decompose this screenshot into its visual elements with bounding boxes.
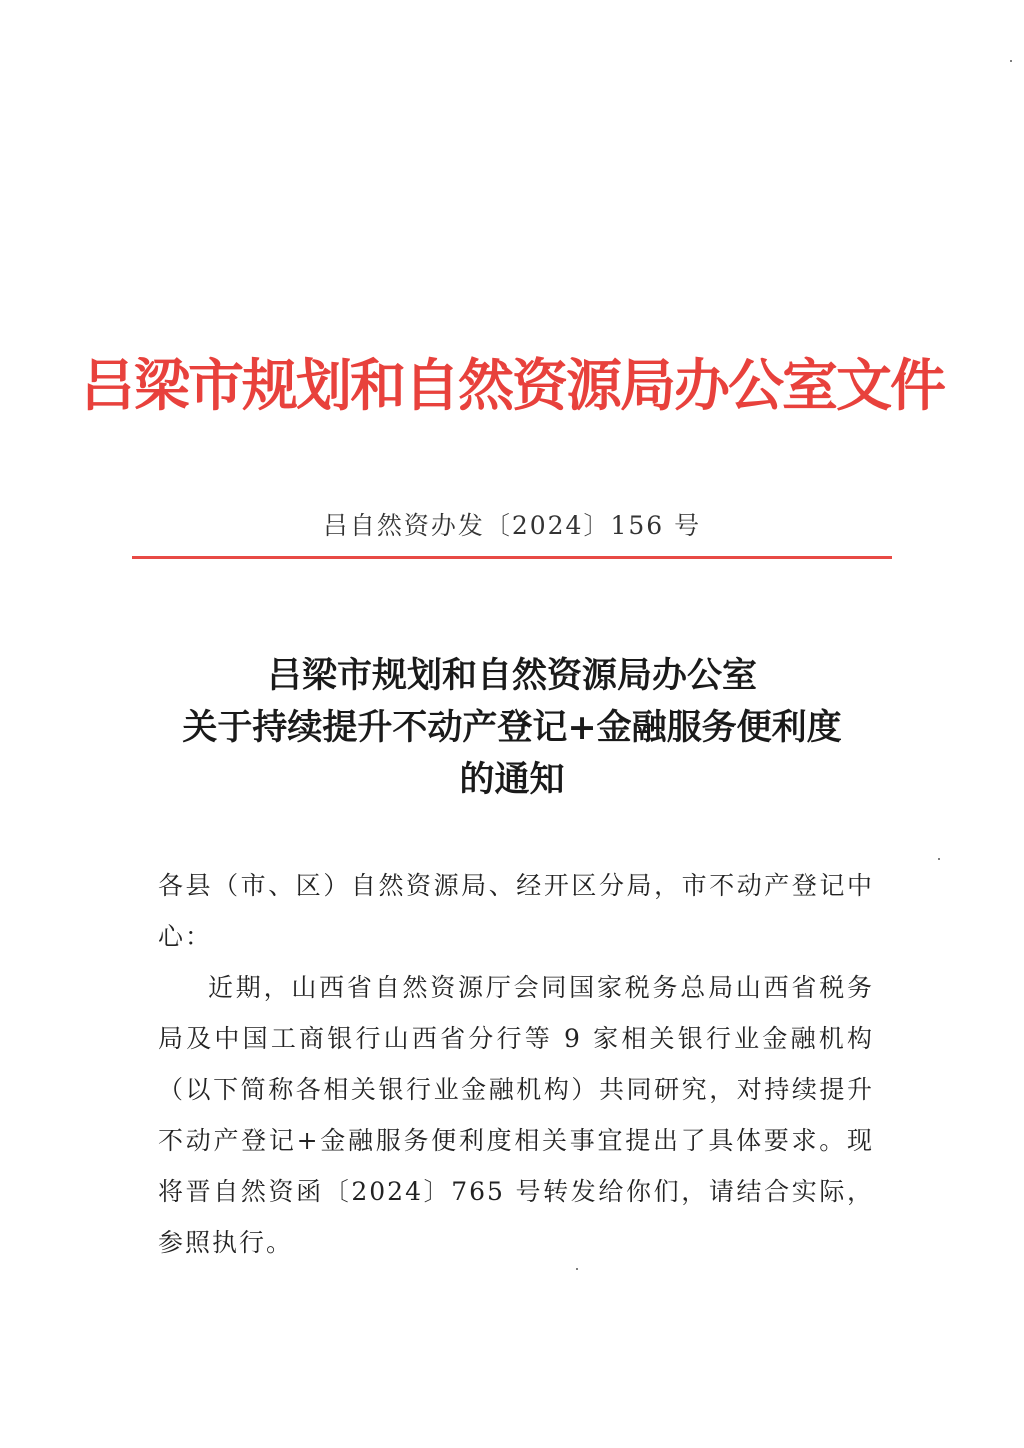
notice-title-line-3: 的通知 xyxy=(459,759,565,800)
scan-speck xyxy=(1010,60,1012,62)
body-paragraph: 近期，山西省自然资源厅会同国家税务总局山西省税务局及中国工商银行山西省分行等 9 家相关银行业金融机构（以下简称各相关银行业金融机构）共同研究，对持续提升不动产登记+金融服务便利度相关事宜提出了具体要求。现将晋自然资函〔2024〕765 号转发给你们，请结合实际，参照执行。 xyxy=(158,973,874,1257)
document-number: 吕自然资办发〔2024〕156 号 xyxy=(322,511,702,540)
scan-speck xyxy=(938,858,940,860)
notice-body xyxy=(158,860,874,1268)
red-divider-line xyxy=(132,556,892,559)
salutation: 各县（市、区）自然资源局、经开区分局，市不动产登记中心： xyxy=(158,871,874,951)
scan-speck xyxy=(576,1268,578,1270)
notice-title xyxy=(0,650,1024,806)
notice-title-line-2: 关于持续提升不动产登记+金融服务便利度 xyxy=(182,707,842,748)
notice-title-line-1: 吕梁市规划和自然资源局办公室 xyxy=(266,655,757,696)
agency-header-title: 吕梁市规划和自然资源局办公室文件 xyxy=(80,353,944,419)
